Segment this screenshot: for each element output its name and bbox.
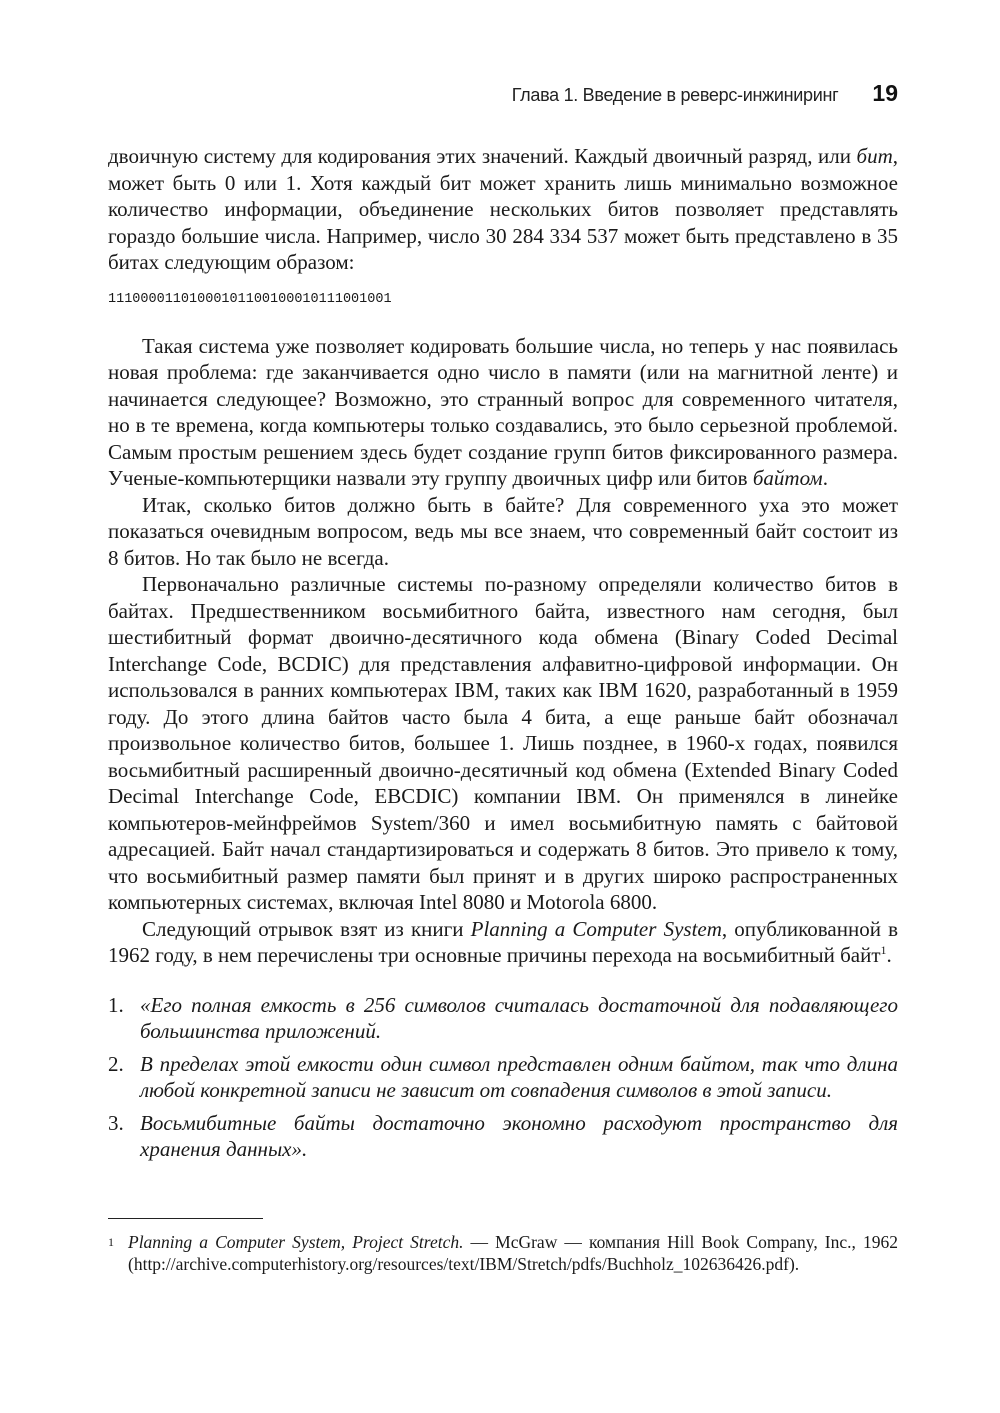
list-item-text: «Его полная емкость в 256 символов считалась достаточной для подавляющего большинства приложений. — [140, 992, 898, 1043]
list-item — [108, 992, 898, 1045]
quote-list — [108, 992, 898, 1163]
paragraph-2 — [108, 333, 898, 492]
paragraph-1-text-a: двоичную систему для кодирования этих значений. Каждый двоичный разряд, или — [108, 144, 857, 168]
main-text — [108, 143, 898, 1169]
paragraph-5-text-c: . — [886, 943, 892, 967]
binary-code-sample: 11100001101000101100100010111001001 — [108, 291, 392, 307]
book-title: Planning a Computer System — [470, 916, 722, 941]
list-item — [108, 1051, 898, 1104]
footnote-reference[interactable]: 1 — [880, 943, 887, 957]
paragraph-4: Первоначально различные системы по-разному определяли количество битов в байтах. Предшественником восьмибитного байта, известного нам сегодня, был шестибитный формат двоично-десятичного кода обмена (Binary Coded Decimal Interchange Code, BCDIC) для представления алфавитно-цифровой информации. Он использовался в ранних компьютерах IBM, таких как IBM 1620, разработанный в 1959 году. До этого длина байтов часто была 4 бита, а еще раньше байт обозначал произвольное количество битов, большее 1. Лишь позднее, в 1960-х годах, появился восьмибитный расширенный двоично-десятичный код обмена (Extended Binary Coded Decimal Interchange Code, EBCDIC) компании IBM. Он применялся в линейке компьютеров-мейнфреймов System/360 и имел восьмибитную память с байтовой адресацией. Байт начал стандартизироваться и содержать 8 битов. Это привело к тому, что восьмибитный размер памяти был принят и в других широко распространенных компьютерных системах, включая Intel 8080 и Motorola 6800. — [108, 572, 898, 914]
paragraph-1-text-b: , может быть 0 или 1. Хотя каждый бит может хранить лишь минимально возможное количество информации, объединение нескольких битов позволяет представлять гораздо большие числа. Например, число 30 284 334 537 может быть представлено в 35 битах следующим образом: — [108, 144, 898, 274]
footnote-title: Planning a Computer System, Project Stretch. — [128, 1232, 464, 1252]
list-item-text: Восьмибитные байты достаточно экономно расходуют пространство для хранения данных». — [140, 1110, 898, 1161]
list-item — [108, 1110, 898, 1163]
footnote-text — [128, 1231, 898, 1275]
paragraph-5-text-b: , опубликованной в 1962 году, в нем перечислены три основные причины перехода на восьмибитный байт — [108, 916, 898, 967]
footnote-mark: 1 — [108, 1235, 114, 1249]
page-number: 19 — [872, 80, 898, 106]
list-item-number: 3. — [108, 1110, 124, 1135]
footnote-body: — McGraw — компания Hill Book Company, Inc., 1962 (http://archive.computerhistory.org/resources/text/IBM/Stretch/pdfs/Buchholz_102636426.pdf). — [128, 1232, 898, 1274]
footnote — [108, 1231, 898, 1275]
paragraph-3: Итак, сколько битов должно быть в байте? Для современного уха это может показаться очевидным вопросом, ведь мы все знаем, что современный байт состоит из 8 битов. Но так было не всегда. — [108, 492, 898, 570]
paragraph-2-text-a: Такая система уже позволяет кодировать большие числа, но теперь у нас появилась новая проблема: где заканчивается одно число в памяти (или на магнитной ленте) и начинается следующее? Возможно, это странный вопрос для современного читателя, но в те времена, когда компьютеры только создавались, это было серьезной проблемой. Самым простым решением здесь будет создание групп битов фиксированного размера. Ученые-компьютерщики назвали эту группу двоичных цифр или битов — [108, 333, 898, 490]
term-bit: бит — [856, 144, 893, 168]
paragraph-1 — [108, 143, 898, 276]
list-item-number: 1. — [108, 992, 124, 1017]
list-item-number: 2. — [108, 1051, 124, 1076]
running-header — [512, 80, 898, 107]
term-byte: байтом — [752, 466, 823, 490]
paragraph-5-text-a: Следующий отрывок взят из книги — [142, 916, 471, 941]
paragraph-5 — [108, 916, 898, 969]
chapter-title: Глава 1. Введение в реверс-инжиниринг — [511, 85, 839, 105]
book-page — [108, 0, 898, 1413]
footnote-divider — [108, 1218, 263, 1219]
list-item-text: В пределах этой емкости один символ представлен одним байтом, так что длина любой конкретной записи не зависит от совпадения символов в этой записи. — [140, 1051, 898, 1102]
paragraph-2-text-b: . — [822, 466, 828, 490]
